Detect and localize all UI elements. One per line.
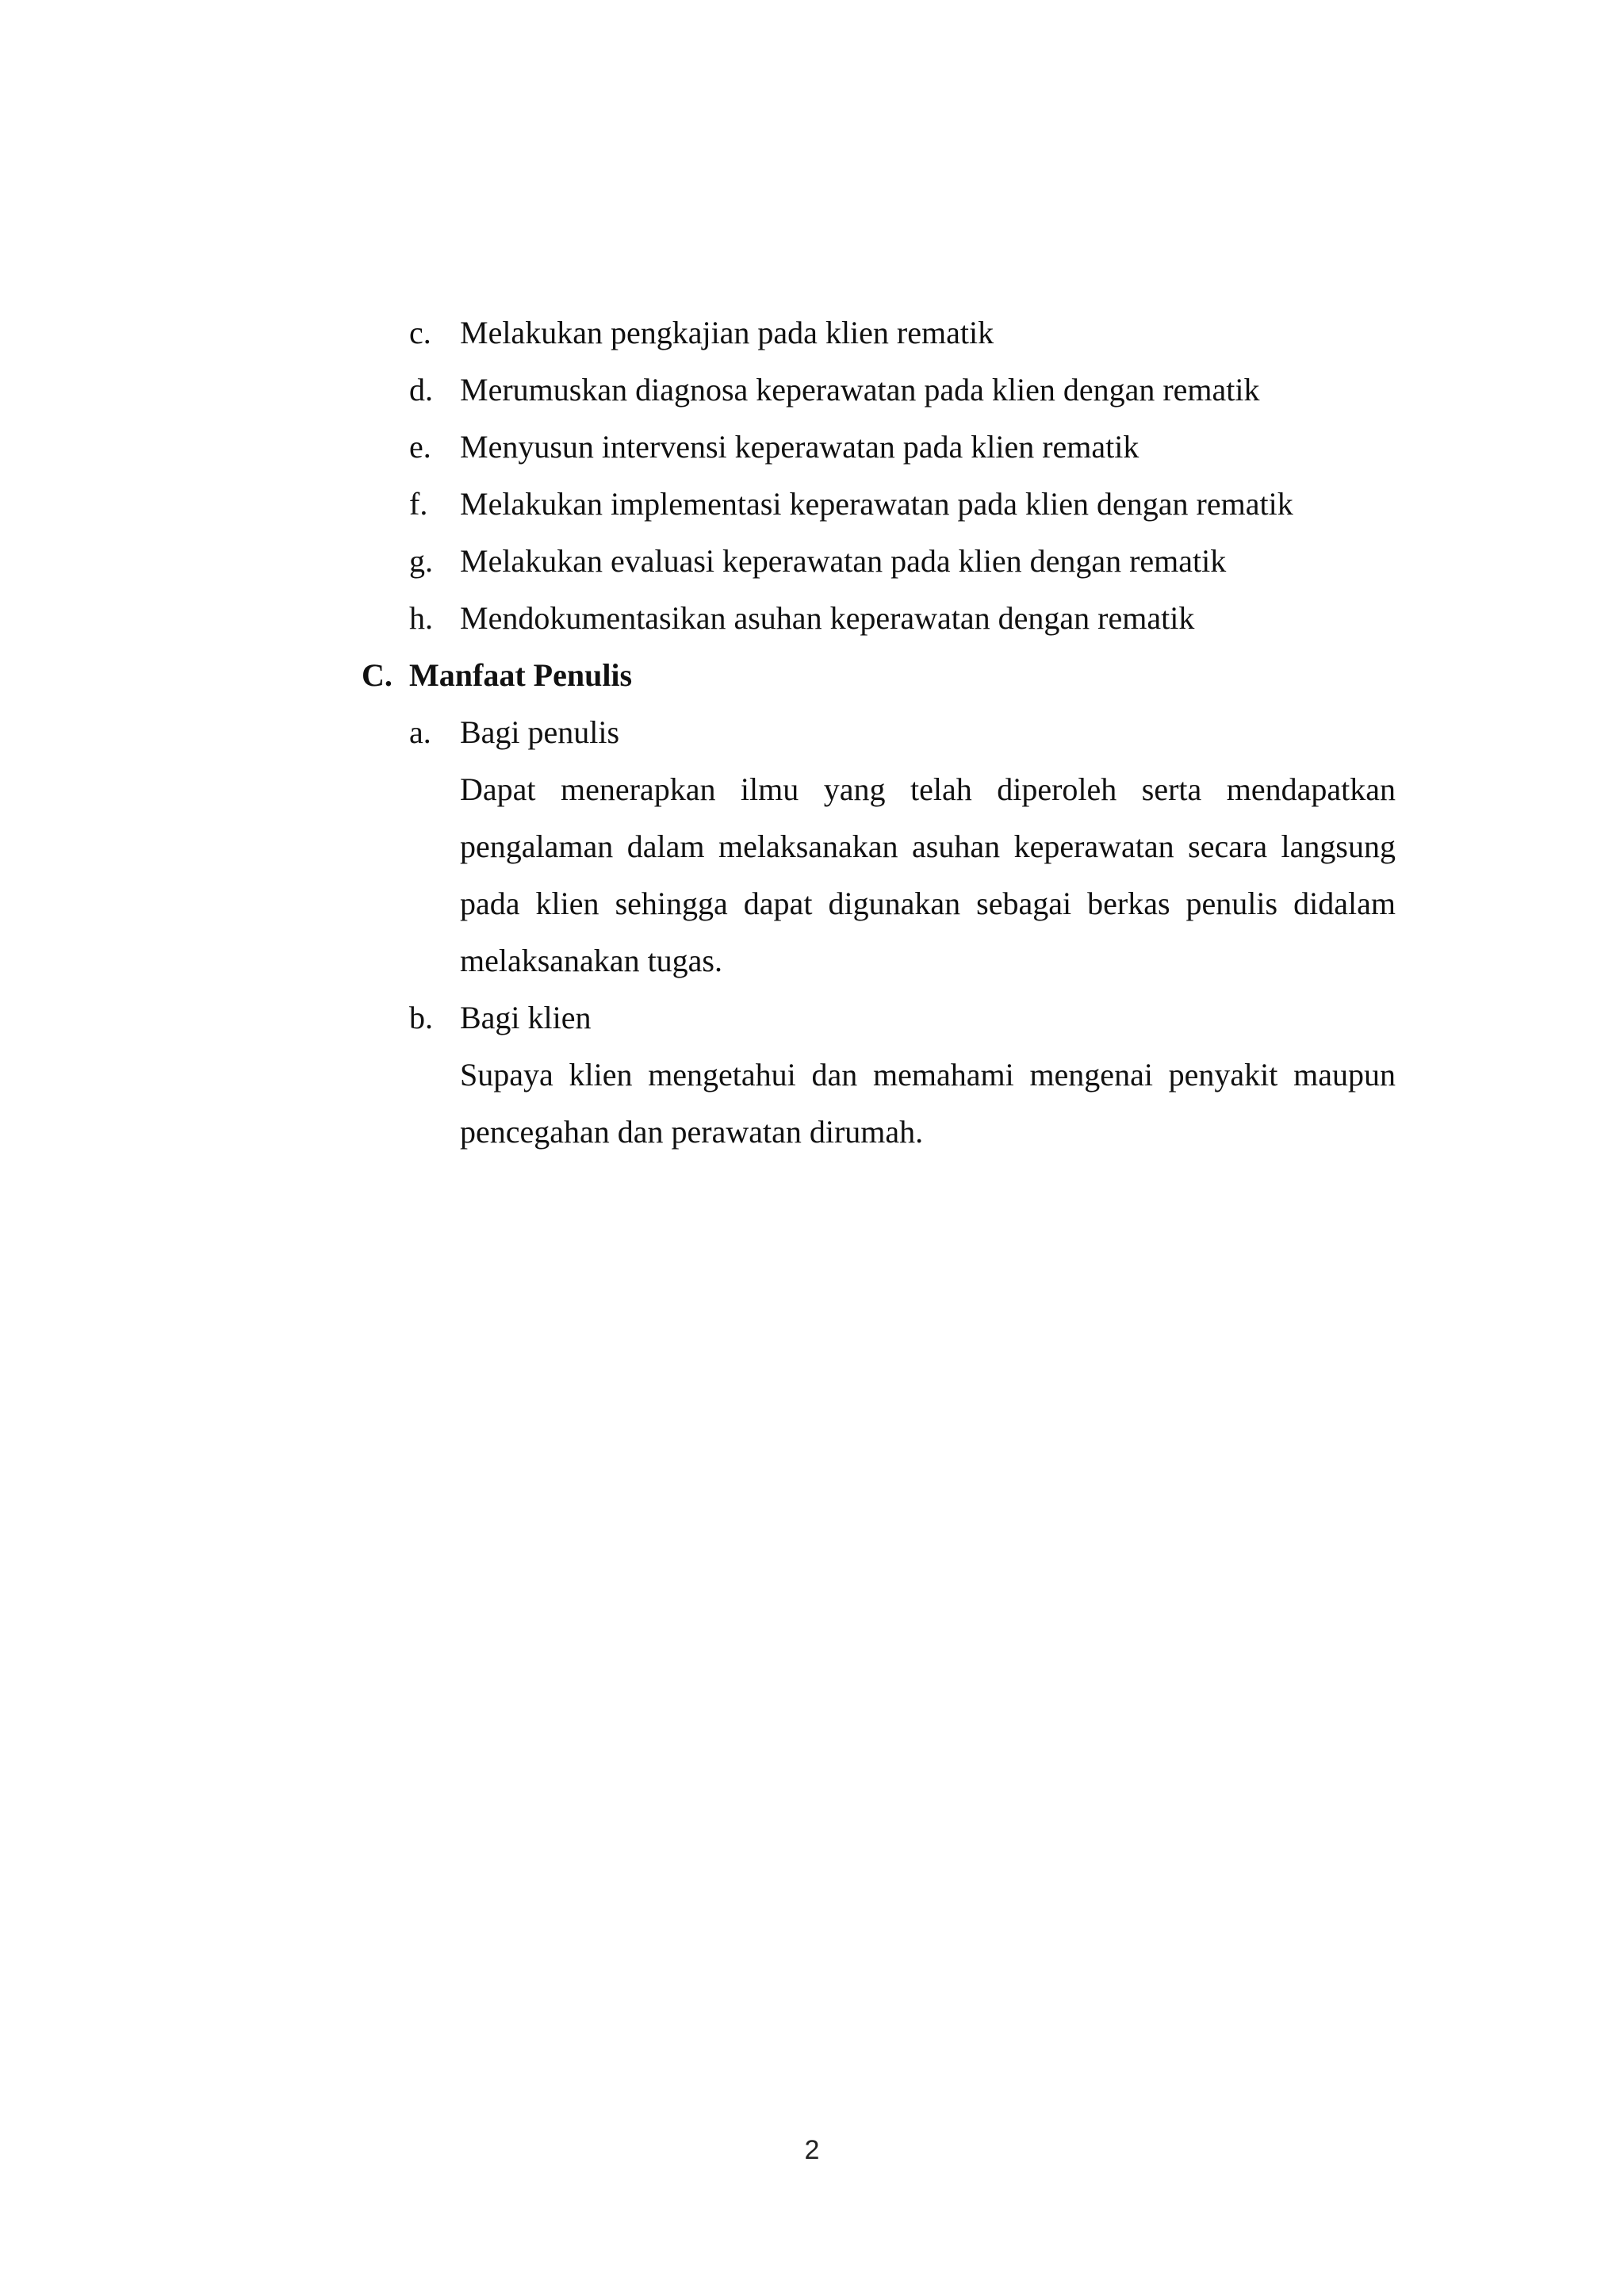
list-item bbox=[362, 476, 1396, 533]
list-item-text: Mendokumentasikan asuhan keperawatan dengan rematik bbox=[460, 600, 1195, 636]
paragraph-line: melaksanakan tugas. bbox=[460, 943, 722, 978]
subsection-heading bbox=[362, 989, 1396, 1047]
list-marker: b. bbox=[409, 1000, 433, 1035]
list-item bbox=[362, 362, 1396, 419]
list-marker: e. bbox=[409, 429, 431, 465]
paragraph-line: Supaya klien mengetahui dan memahami mengenai penyakit maupun bbox=[460, 1057, 1396, 1093]
section-marker: C. bbox=[362, 657, 393, 693]
list-item-text: Melakukan implementasi keperawatan pada klien dengan rematik bbox=[460, 486, 1293, 522]
list-item bbox=[362, 304, 1396, 362]
page-number: 2 bbox=[804, 2135, 820, 2165]
list-item-text: Melakukan evaluasi keperawatan pada klien dengan rematik bbox=[460, 543, 1227, 579]
list-item bbox=[362, 533, 1396, 590]
paragraph-line: pengalaman dalam melaksanakan asuhan keperawatan secara langsung bbox=[460, 828, 1396, 864]
paragraph bbox=[460, 1047, 1396, 1161]
list-marker: a. bbox=[409, 714, 431, 750]
list-marker: d. bbox=[409, 372, 433, 408]
list-item bbox=[362, 590, 1396, 647]
paragraph-line: pada klien sehingga dapat digunakan sebagai berkas penulis didalam bbox=[460, 886, 1396, 921]
paragraph-line: pencegahan dan perawatan dirumah. bbox=[460, 1114, 924, 1150]
list-marker: f. bbox=[409, 486, 428, 522]
list-marker: h. bbox=[409, 600, 433, 636]
list-item bbox=[362, 419, 1396, 476]
page-content bbox=[362, 304, 1396, 1161]
section-heading bbox=[362, 647, 1396, 704]
list-item-text: Melakukan pengkajian pada klien rematik bbox=[460, 315, 994, 350]
subsection-heading bbox=[362, 704, 1396, 761]
section-title: Manfaat Penulis bbox=[409, 657, 633, 693]
list-item-text: Menyusun intervensi keperawatan pada klien rematik bbox=[460, 429, 1139, 465]
list-marker: c. bbox=[409, 315, 431, 350]
list-item-text: Merumuskan diagnosa keperawatan pada klien dengan rematik bbox=[460, 372, 1260, 408]
paragraph-line: Dapat menerapkan ilmu yang telah diperoleh serta mendapatkan bbox=[460, 771, 1396, 807]
subsection-label: Bagi penulis bbox=[460, 714, 620, 750]
list-marker: g. bbox=[409, 543, 433, 579]
paragraph bbox=[460, 761, 1396, 989]
subsection-label: Bagi klien bbox=[460, 1000, 592, 1035]
